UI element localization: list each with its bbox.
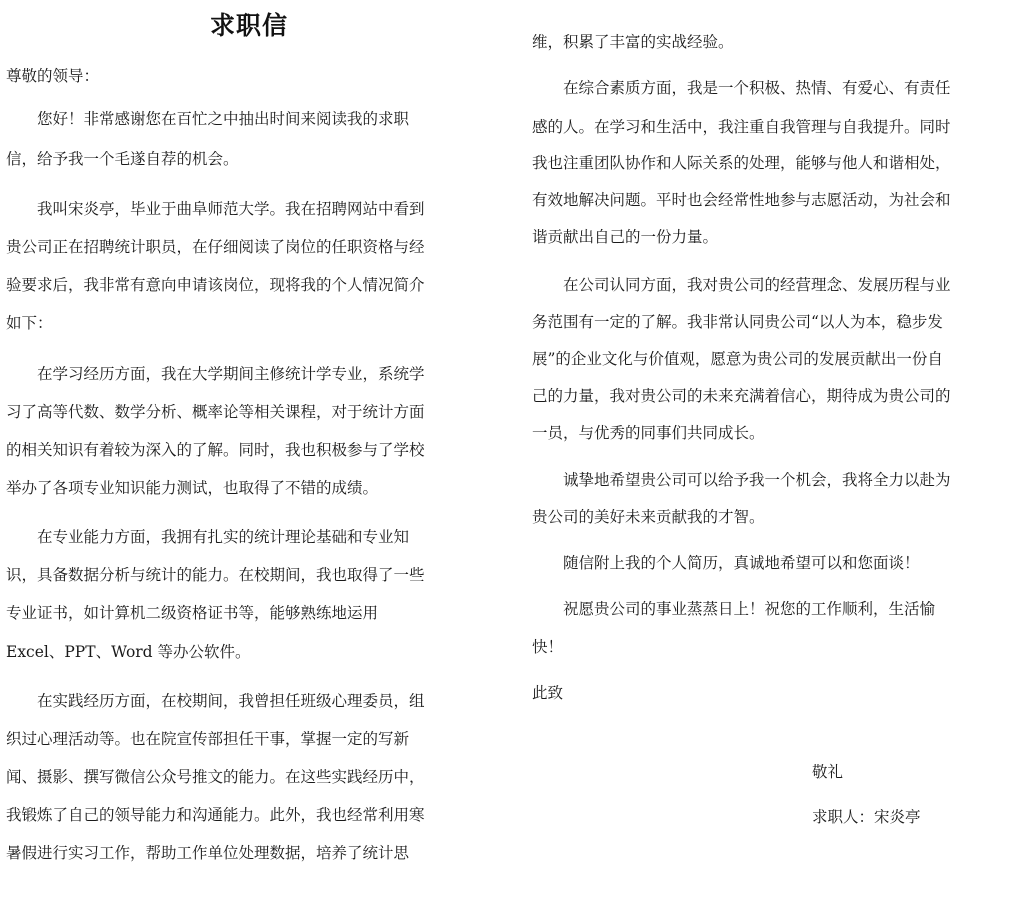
text-line: 维，积累了丰富的实战经验。 [532, 33, 734, 51]
text-line: 谐贡献出自己的一份力量。 [532, 228, 719, 246]
text-line: 举办了各项专业知识能力测试，也取得了不错的成绩。 [6, 479, 379, 497]
text-line: 我锻炼了自己的领导能力和沟通能力。此外，我也经常利用寒 [6, 806, 425, 824]
text-line: 贵公司正在招聘统计职员，在仔细阅读了岗位的任职资格与经 [6, 238, 425, 256]
text-line: 祝愿贵公司的事业蒸蒸日上！祝您的工作顺利，生活愉 [532, 600, 936, 618]
text-line: 织过心理活动等。也在院宣传部担任干事，掌握一定的写新 [6, 730, 410, 748]
text-line: 识，具备数据分析与统计的能力。在校期间，我也取得了一些 [6, 566, 425, 584]
text-line: 我叫宋炎亭，毕业于曲阜师范大学。我在招聘网站中看到 [6, 200, 425, 218]
text-line: 务范围有一定的了解。我非常认同贵公司“以人为本，稳步发 [532, 313, 943, 331]
text-line: 有效地解决问题。平时也会经常性地参与志愿活动，为社会和 [532, 191, 951, 209]
closing-jing-li: 敬礼 [812, 763, 844, 781]
text-line: 在公司认同方面，我对贵公司的经营理念、发展历程与业 [532, 276, 951, 294]
text-line: 诚挚地希望贵公司可以给予我一个机会，我将全力以赴为 [532, 471, 951, 489]
text-line: 暑假进行实习工作，帮助工作单位处理数据，培养了统计思 [6, 844, 410, 862]
text-line: 闻、摄影、撰写微信公众号推文的能力。在这些实践经历中， [6, 768, 425, 786]
text-line: Excel、PPT、Word 等办公软件。 [6, 643, 251, 661]
text-line: 一员，与优秀的同事们共同成长。 [532, 424, 765, 442]
text-line: 展”的企业文化与价值观，愿意为贵公司的发展贡献出一份自 [532, 350, 943, 368]
text-line: 随信附上我的个人简历，真诚地希望可以和您面谈！ [532, 554, 920, 572]
text-line: 的相关知识有着较为深入的了解。同时，我也积极参与了学校 [6, 441, 425, 459]
signature: 求职人：宋炎亭 [812, 808, 921, 826]
text-line: 如下： [6, 314, 53, 332]
text-line: 专业证书，如计算机二级资格证书等，能够熟练地运用 [6, 604, 379, 622]
text-line: 信，给予我一个毛遂自荐的机会。 [6, 150, 239, 168]
text-line: 贵公司的美好未来贡献我的才智。 [532, 508, 765, 526]
salutation: 尊敬的领导： [6, 67, 100, 85]
text-line: 我也注重团队协作和人际关系的处理，能够与他人和谐相处， [532, 154, 951, 172]
letter-title: 求职信 [209, 11, 288, 40]
text-line: 快！ [532, 638, 564, 656]
text-line: 在实践经历方面，在校期间，我曾担任班级心理委员，组 [6, 692, 425, 710]
text-line: 习了高等代数、数学分析、概率论等相关课程，对于统计方面 [6, 403, 425, 421]
text-line: 感的人。在学习和生活中，我注重自我管理与自我提升。同时 [532, 118, 951, 136]
text-line: 己的力量，我对贵公司的未来充满着信心，期待成为贵公司的 [532, 387, 951, 405]
text-line: 在学习经历方面，我在大学期间主修统计学专业，系统学 [6, 365, 425, 383]
text-line: 验要求后，我非常有意向申请该岗位，现将我的个人情况简介 [6, 276, 425, 294]
text-line: 在综合素质方面，我是一个积极、热情、有爱心、有责任 [532, 79, 951, 97]
closing-ci-zhi: 此致 [532, 684, 564, 702]
text-line: 在专业能力方面，我拥有扎实的统计理论基础和专业知 [6, 528, 410, 546]
text-line: 您好！非常感谢您在百忙之中抽出时间来阅读我的求职 [6, 110, 410, 128]
